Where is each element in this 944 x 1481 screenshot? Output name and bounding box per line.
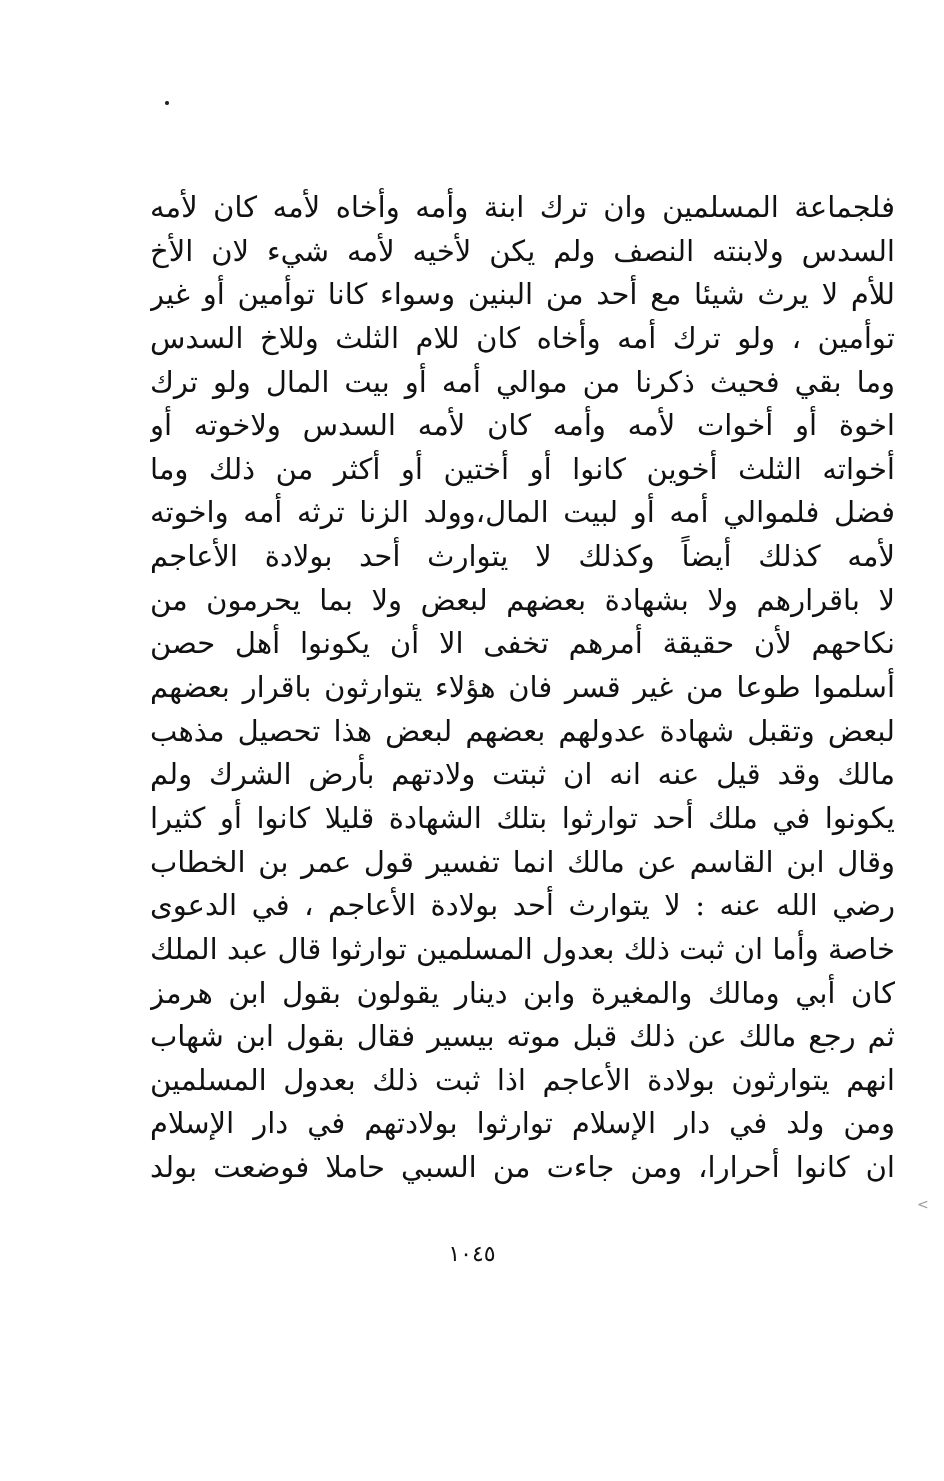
text-line: ثم رجع مالك عن ذلك قبل موته بيسير فقال بقول ابن شهاب <box>150 1019 895 1054</box>
body-text <box>150 186 895 1190</box>
text-line: السدس ولابنته النصف ولم يكن لأخيه لأمه شيء لان الأخ <box>150 233 895 268</box>
text-line: ومن ولد في دار الإسلام توارثوا بولادتهم في دار الإسلام <box>150 1106 895 1141</box>
edge-mark: < <box>917 1197 929 1213</box>
text-line: فلجماعة المسلمين وان ترك ابنة وأمه وأخاه لأمه كان لأمه <box>150 190 895 224</box>
text-line: نكاحهم لأن حقيقة أمرهم تخفى الا أن يكونوا أهل حصن <box>150 626 895 661</box>
text-line: رضي الله عنه : لا يتوارث أحد بولادة الأعاجم ، في الدعوى <box>150 888 895 923</box>
text-line: توأمين ، ولو ترك أمه وأخاه كان للام الثلث وللاخ السدس <box>150 320 895 355</box>
ink-speck <box>165 101 169 105</box>
text-line: لبعض وتقبل شهادة عدولهم بعضهم لبعض هذا تحصيل مذهب <box>150 713 895 748</box>
text-line: يكونوا في ملك أحد توارثوا بتلك الشهادة قليلا كانوا أو كثيرا <box>150 800 895 835</box>
page-number: ١٠٤٥ <box>448 1242 496 1267</box>
text-line: انهم يتوارثون بولادة الأعاجم اذا ثبت ذلك بعدول المسلمين <box>150 1062 895 1097</box>
text-line: كان أبي ومالك والمغيرة وابن دينار يقولون بقول ابن هرمز <box>150 975 895 1010</box>
text-line: أسلموا طوعا من غير قسر فان هؤلاء يتوارثون باقرار بعضهم <box>150 670 895 705</box>
text-line: وما بقي فحيث ذكرنا من موالي أمه أو بيت المال ولو ترك <box>150 364 895 399</box>
text-line: أخواته الثلث أخوين كانوا أو أختين أو أكثر من ذلك وما <box>150 451 895 486</box>
text-line: لأمه كذلك أيضاً وكذلك لا يتوارث أحد بولادة الأعاجم <box>150 539 895 574</box>
text-line: للأم لا يرث شيئا مع أحد من البنين وسواء كانا توأمين أو غير <box>150 277 895 312</box>
text-line: اخوة أو أخوات لأمه وأمه كان لأمه السدس ولاخوته أو <box>150 408 895 443</box>
text-line: فضل فلموالي أمه أو لبيت المال،وولد الزنا ترثه أمه واخوته <box>150 495 895 530</box>
text-line: مالك وقد قيل عنه انه ان ثبتت ولادتهم بأرض الشرك ولم <box>150 757 895 792</box>
text-line: وقال ابن القاسم عن مالك انما تفسير قول عمر بن الخطاب <box>150 844 895 879</box>
text-line: خاصة وأما ان ثبت ذلك بعدول المسلمين توارثوا قال عبد الملك <box>150 931 895 966</box>
text-line: لا باقرارهم ولا بشهادة بعضهم لبعض ولا بما يحرمون من <box>150 582 895 617</box>
text-line: ان كانوا أحرارا، ومن جاءت من السبي حاملا فوضعت بولد <box>150 1150 895 1185</box>
